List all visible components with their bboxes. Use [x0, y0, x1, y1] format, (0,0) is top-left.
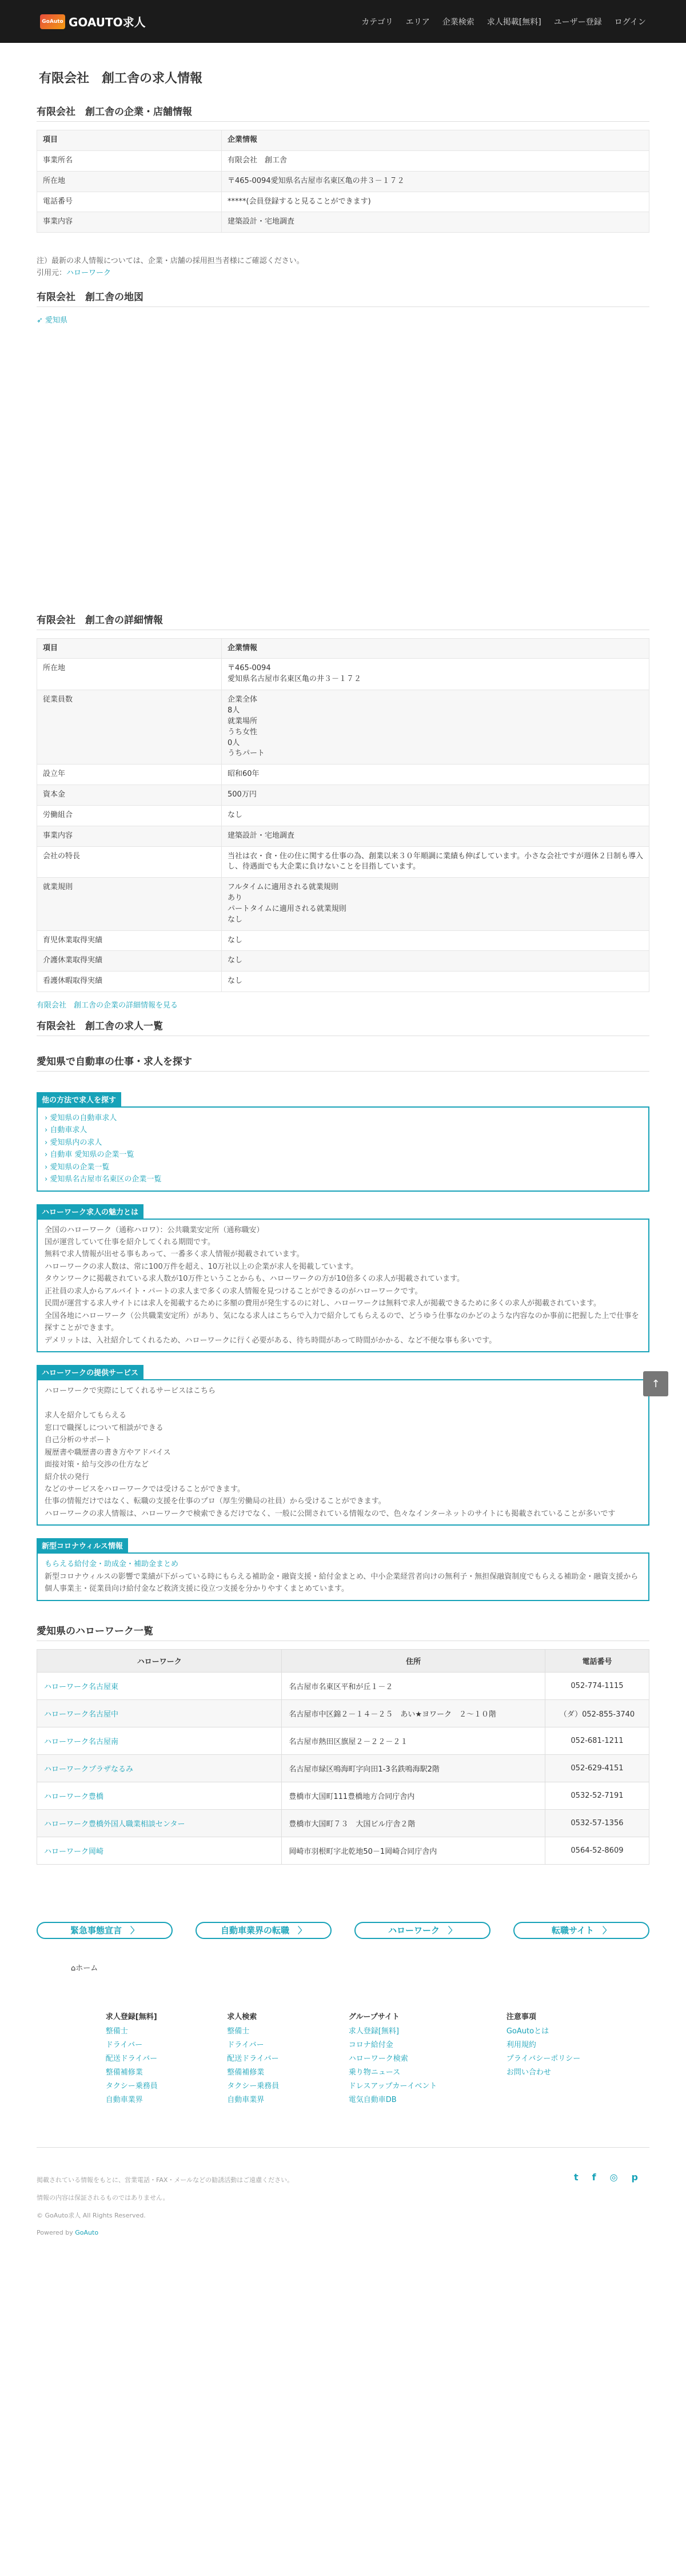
service-head: ハローワークで実際にしてくれるサービスはこちら — [45, 1386, 216, 1395]
hw-office-link[interactable]: ハローワーク名古屋中 — [44, 1710, 119, 1719]
hw-appeal-line: デメリットは、入社紹介してくれるため、ハローワークに行く必要がある、待ち時間があって時間がかかる、など不便な事も多いです。 — [45, 1336, 497, 1345]
aichi-section-title: 愛知県で自動車の仕事・求人を探す — [37, 1053, 649, 1072]
nav-post-job[interactable]: 求人掲載[無料] — [486, 17, 541, 27]
table-row — [37, 826, 649, 846]
hw-row — [37, 1782, 649, 1809]
pill-job-sites[interactable]: 転職サイト 〉 — [513, 1922, 649, 1939]
hw-name-cell — [37, 1837, 282, 1864]
footer-column — [106, 2010, 158, 2107]
hw-row — [37, 1699, 649, 1727]
table-row — [37, 951, 649, 972]
company-table — [37, 130, 649, 233]
table-row — [37, 690, 649, 765]
copyright: © GoAuto求人 All Rights Reserved. — [37, 2211, 146, 2219]
source-link[interactable]: ハローワーク — [66, 269, 111, 278]
site-logo[interactable] — [40, 13, 146, 30]
breadcrumb-home[interactable]: ホーム — [75, 1964, 98, 1973]
hw-appeal-line: 全国のハローワーク（通称ハロワ）：公共職業安定所（通称職安） — [45, 1225, 264, 1235]
service-item: 求人を紹介してもらえる — [45, 1411, 127, 1420]
hw-appeal-line: 正社員の求人からアルバイト・パートの求人まで多くの求人情報を見つけることができるのがハローワークです。 — [45, 1287, 422, 1296]
nav-register[interactable]: ユーザー登録 — [553, 17, 602, 27]
table-row — [37, 171, 649, 192]
row-value: 500万円 — [222, 785, 649, 806]
row-label: 看護休暇取得実績 — [37, 972, 222, 992]
hw-phone-cell: 0532-52-7191 — [545, 1782, 649, 1809]
footer-link[interactable]: 整備補修業 — [105, 2068, 143, 2077]
row-label: 労働組合 — [37, 805, 222, 826]
row-label: 電話番号 — [37, 192, 222, 212]
row-label: 項目 — [37, 638, 222, 659]
hw-address-cell: 名古屋市緑区鳴海町字向田1-3名鉄鳴海駅2階 — [282, 1754, 545, 1782]
table-row — [37, 130, 649, 151]
service-box — [37, 1379, 649, 1526]
footer-column-title: 注意事項 — [506, 2012, 536, 2021]
facebook-icon[interactable]: f — [592, 2171, 596, 2183]
corona-link[interactable]: もらえる給付金・助成金・補助金まとめ — [45, 1560, 179, 1569]
table-row — [37, 805, 649, 826]
footer-column — [227, 2010, 279, 2107]
row-label: 事業内容 — [37, 826, 222, 846]
location-pin-icon: ➶ — [37, 316, 43, 325]
nav-company-search[interactable]: 企業検索 — [442, 17, 474, 27]
footer-column — [349, 2010, 437, 2107]
footer-link[interactable]: コロナ給付金 — [348, 2040, 393, 2049]
row-value: なし — [222, 951, 649, 972]
detail-more-link[interactable]: 有限会社 創工舎の企業の詳細情報を見る — [37, 1001, 178, 1010]
hw-office-link[interactable]: ハローワーク名古屋東 — [44, 1682, 119, 1691]
hw-address-cell: 豊橋市大国町７３ 大国ビル庁舎２階 — [282, 1809, 545, 1837]
row-label: 所在地 — [37, 659, 222, 690]
other-search-link[interactable]: 自動車求人 — [50, 1126, 87, 1135]
hw-row — [37, 1754, 649, 1782]
table-row — [37, 765, 649, 785]
service-item: 面接対策・給与交渉の仕方など — [45, 1460, 149, 1470]
footer-link[interactable]: タクシー乗務員 — [227, 2081, 280, 2091]
arrow-up-icon: ↑ — [651, 1377, 660, 1390]
service-box-label: ハローワークの提供サービス — [37, 1365, 143, 1379]
row-value: 建築設計・宅地調査 — [222, 826, 649, 846]
service-item: などのサービスをハローワークでは受けることができます。 — [45, 1485, 245, 1494]
table-row — [37, 638, 649, 659]
table-row — [37, 150, 649, 171]
footer-link[interactable]: プライバシーポリシー — [506, 2054, 581, 2063]
note-text: 注）最新の求人情報については、企業・店舗の採用担当者様にご確認ください。 — [37, 257, 304, 266]
hw-box-label: ハローワーク求人の魅力とは — [37, 1204, 143, 1219]
hw-address-cell: 名古屋市名東区平和が丘１－２ — [282, 1672, 545, 1699]
hw-row — [37, 1837, 649, 1864]
other-search-link[interactable]: 自動車 愛知県の企業一覧 — [50, 1150, 134, 1160]
map-location — [37, 315, 649, 327]
hw-phone-cell: 0564-52-8609 — [545, 1837, 649, 1864]
hw-col-phone: 電話番号 — [545, 1649, 649, 1672]
top-navbar — [0, 0, 686, 43]
row-label: 就業規則 — [37, 878, 222, 930]
hw-name-cell — [37, 1754, 282, 1782]
footer-link[interactable]: 求人登録[無料] — [348, 2026, 399, 2036]
hw-name-cell — [37, 1699, 282, 1727]
other-search-link[interactable]: 愛知県内の求人 — [50, 1138, 102, 1147]
detail-section-title: 有限会社 創工舎の詳細情報 — [37, 612, 649, 630]
row-value: 企業情報 — [222, 130, 649, 151]
row-value: 〒465-0094 愛知県名古屋市名東区亀の井３－１７２ — [222, 659, 649, 690]
corona-box-label: 新型コロナウィルス情報 — [37, 1538, 128, 1552]
instagram-icon[interactable]: ◎ — [609, 2171, 618, 2183]
footer-link[interactable]: 乗り物ニュース — [348, 2068, 401, 2077]
service-item: 自己分析のサポート — [45, 1436, 112, 1445]
map-prefecture-link[interactable]: 愛知県 — [45, 316, 68, 325]
nav-login[interactable]: ログイン — [614, 17, 646, 27]
hw-appeal-line: 民間が運営する求人サイトには求人を掲載するために多額の費用が発生するのに対し、ハローワークは無料で求人が掲載できるために多くの求人が掲載されています。 — [45, 1299, 601, 1308]
table-row — [37, 192, 649, 212]
table-row — [37, 659, 649, 690]
hw-office-link[interactable]: ハローワーク名古屋南 — [44, 1737, 119, 1746]
page-title: 有限会社 創工舎の求人情報 — [39, 71, 203, 86]
pill-auto-career[interactable]: 自動車業界の転職 〉 — [196, 1922, 332, 1939]
hw-address-cell: 名古屋市熱田区旗屋２－２２－２１ — [282, 1727, 545, 1754]
hw-list-table — [37, 1649, 649, 1865]
table-row — [37, 878, 649, 930]
footer-link[interactable]: 自動車業界 — [105, 2095, 143, 2104]
logo-mark: GoAuto — [40, 14, 65, 29]
row-value: 〒465-0094愛知県名古屋市名東区亀の井３－１７２ — [222, 171, 649, 192]
row-value: フルタイムに適用される就業規則 あり パートタイムに適用される就業規則 なし — [222, 878, 649, 930]
service-item: 窓口で職探しについて相談ができる — [45, 1423, 163, 1432]
other-search-link[interactable]: 愛知県の自動車求人 — [50, 1113, 117, 1122]
hw-office-link[interactable]: ハローワークプラザなるみ — [44, 1765, 134, 1774]
row-label: 事業内容 — [37, 212, 222, 233]
hw-address-cell: 岡崎市羽根町字北乾地50－1岡崎合同庁舎内 — [282, 1837, 545, 1864]
footer-note-2: 情報の内容は保証されるものではありません。 — [37, 2193, 169, 2201]
footer-link[interactable]: 配送ドライバー — [105, 2054, 158, 2063]
hw-phone-cell: 0532-57-1356 — [545, 1809, 649, 1837]
footer-link[interactable]: 整備士 — [105, 2026, 128, 2036]
main-nav — [361, 16, 646, 27]
hw-list-title: 愛知県のハローワーク一覧 — [37, 1623, 649, 1641]
scroll-top-button[interactable] — [643, 1371, 668, 1396]
table-row — [37, 846, 649, 878]
table-row — [37, 930, 649, 951]
service-item: 履歴書や職歴書の書き方やアドバイス — [45, 1448, 171, 1457]
row-label: 従業員数 — [37, 690, 222, 765]
row-value: 昭和60年 — [222, 765, 649, 785]
source-line — [37, 268, 649, 280]
source-label: 引用元： — [37, 269, 67, 278]
footer-column — [506, 2010, 580, 2107]
hw-office-link[interactable]: ハローワーク豊橋外国人職業相談センター — [44, 1819, 185, 1829]
social-links — [574, 2172, 638, 2183]
service-item: 紹介状の発行 — [45, 1472, 90, 1482]
nav-category[interactable]: カテゴリ — [361, 17, 393, 27]
hw-name-cell — [37, 1809, 282, 1837]
row-label: 介護休業取得実績 — [37, 951, 222, 972]
map-section-title: 有限会社 創工舎の地図 — [37, 289, 649, 307]
other-search-link[interactable]: 愛知県名古屋市名東区の企業一覧 — [50, 1175, 162, 1184]
row-value: 建築設計・宅地調査 — [222, 212, 649, 233]
hw-col-address: 住所 — [282, 1649, 545, 1672]
other-box-label: 他の方法で求人を探す — [37, 1092, 121, 1106]
hw-phone-cell: 052-681-1211 — [545, 1727, 649, 1754]
other-search-link[interactable]: 愛知県の企業一覧 — [50, 1162, 110, 1172]
hw-col-name: ハローワーク — [37, 1649, 282, 1672]
logo-text: GOAUTO求人 — [69, 15, 146, 29]
footer-link[interactable]: 利用規約 — [506, 2040, 536, 2049]
row-value: なし — [222, 972, 649, 992]
company-section-title: 有限会社 創工舎の企業・店舗情報 — [37, 103, 649, 122]
footer-link[interactable]: ハローワーク検索 — [348, 2054, 408, 2063]
pill-emergency[interactable]: 緊急事態宣言 〉 — [37, 1922, 173, 1939]
row-label: 資本金 — [37, 785, 222, 806]
row-label: 所在地 — [37, 171, 222, 192]
corona-box — [37, 1552, 649, 1600]
hw-phone-cell: （ダ）052-855-3740 — [545, 1699, 649, 1727]
home-icon: ⌂ — [71, 1964, 76, 1973]
other-search-box — [37, 1106, 649, 1192]
powered-link[interactable]: GoAuto — [75, 2229, 99, 2237]
pinterest-icon[interactable]: p — [631, 2171, 638, 2183]
row-label: 会社の特長 — [37, 846, 222, 878]
footer-column-title: 求人登録[無料] — [105, 2012, 157, 2021]
row-value: 有限会社 創工舎 — [222, 150, 649, 171]
hw-row — [37, 1672, 649, 1699]
footer-link[interactable]: 電気自動車DB — [348, 2095, 397, 2104]
hw-appeal-line: タウンワークに掲載されている求人数が10万件ということからも、ハローワークの方が10倍多くの求人が掲載されています。 — [45, 1275, 465, 1284]
footer-column-title: グループサイト — [348, 2012, 400, 2021]
row-label: 事業所名 — [37, 150, 222, 171]
row-value: なし — [222, 930, 649, 951]
footer-link[interactable]: お問い合わせ — [506, 2068, 551, 2077]
nav-area[interactable]: エリア — [405, 17, 430, 27]
row-value: *****(会員登録すると見ることができます) — [222, 192, 649, 212]
table-row — [37, 972, 649, 992]
map-area[interactable] — [37, 327, 649, 595]
footer-link[interactable]: ドライバー — [227, 2040, 264, 2049]
powered-label: Powered by — [37, 2229, 75, 2237]
topic-pills — [37, 1922, 649, 1939]
hw-address-cell: 豊橋市大国町111豊橋地方合同庁舎内 — [282, 1782, 545, 1809]
hw-name-cell — [37, 1727, 282, 1754]
hw-appeal-line: 全国各地にハローワーク（公共職業安定所）があり、気になる求人はこちらで入力で紹介してもらえるので、どうゆう仕事なのかどのような内容なのか事前に把握した上で仕事を探すことができます。 — [45, 1311, 639, 1333]
row-value: 当社は衣・食・住の住に関する仕事の為、創業以来３０年順調に業績も伸ばしています。小さな会社ですが週休２日制も導入し、待遇面でも大企業に負けないことを目指しています。 — [222, 846, 649, 878]
row-label: 設立年 — [37, 765, 222, 785]
hw-office-link[interactable]: ハローワーク岡崎 — [44, 1847, 104, 1856]
pill-hellowork[interactable]: ハローワーク 〉 — [354, 1922, 490, 1939]
hw-appeal-line: ハローワークの求人数は、常に100万件を超え、10万社以上の企業が求人を掲載しています。 — [45, 1262, 358, 1271]
footer-column-title: 求人検索 — [227, 2012, 257, 2021]
hw-appeal-line: 無料で求人情報が出せる事もあって、一番多く求人情報が掲載されています。 — [45, 1250, 304, 1259]
corona-text: 新型コロナウィルスの影響で業績が下がっている時にもらえる補助金・融資支援・給付金まとめ、中小企業経営者向けの無利子・無担保融資制度でもらえる補助金・融資支援から個人事業主・従業員向け給付金など救済支援に役立つ支援を分かりやすくまとめています。 — [45, 1572, 639, 1594]
footer-link[interactable]: 自動車業界 — [227, 2095, 265, 2104]
twitter-icon[interactable]: t — [573, 2171, 579, 2183]
footer-link[interactable]: ドライバー — [105, 2040, 143, 2049]
footer-note-1: 掲載されている情報をもとに、営業電話・FAX・メールなどの勧誘活動はご遠慮ください。 — [37, 2176, 294, 2184]
table-row — [37, 212, 649, 233]
hw-name-cell — [37, 1782, 282, 1809]
service-item: ハローワークの求人情報は、ハローワークで検索できるだけでなく、一般に公開されている情報なので、色々なインターネットのサイトにも掲載されていることが多いです — [45, 1509, 616, 1518]
hw-phone-cell: 052-629-4151 — [545, 1754, 649, 1782]
detail-table — [37, 638, 649, 993]
hw-office-link[interactable]: ハローワーク豊橋 — [44, 1792, 104, 1801]
service-item: 仕事の情報だけではなく、転職の支援を仕事のプロ（厚生労働局の社員）から受けることができます。 — [45, 1497, 386, 1506]
footer — [37, 1962, 649, 2242]
hw-appeal-box — [37, 1219, 649, 1352]
table-row — [37, 785, 649, 806]
footer-link[interactable]: タクシー乗務員 — [105, 2081, 158, 2091]
row-value: なし — [222, 805, 649, 826]
footer-link[interactable]: GoAutoとは — [506, 2026, 549, 2036]
hw-name-cell — [37, 1672, 282, 1699]
row-label: 育児休業取得実績 — [37, 930, 222, 951]
footer-link[interactable]: ドレスアップカーイベント — [348, 2081, 437, 2091]
hw-phone-cell: 052-774-1115 — [545, 1672, 649, 1699]
row-label: 項目 — [37, 130, 222, 151]
hw-address-cell: 名古屋市中区錦２－１４－２５ あい★ヨワーク ２〜１０階 — [282, 1699, 545, 1727]
row-value: 企業情報 — [222, 638, 649, 659]
footer-link[interactable]: 整備補修業 — [227, 2068, 265, 2077]
row-value: 企業全体 8人 就業場所 うち女性 0人 うちパート — [222, 690, 649, 765]
footer-link[interactable]: 配送ドライバー — [227, 2054, 279, 2063]
hw-appeal-line: 国が運営していて仕事を紹介してくれる期間です。 — [45, 1238, 215, 1247]
hw-row — [37, 1809, 649, 1837]
footer-link[interactable]: 整備士 — [227, 2026, 250, 2036]
jobs-section-title: 有限会社 創工舎の求人一覧 — [37, 1018, 649, 1036]
hw-row — [37, 1727, 649, 1754]
